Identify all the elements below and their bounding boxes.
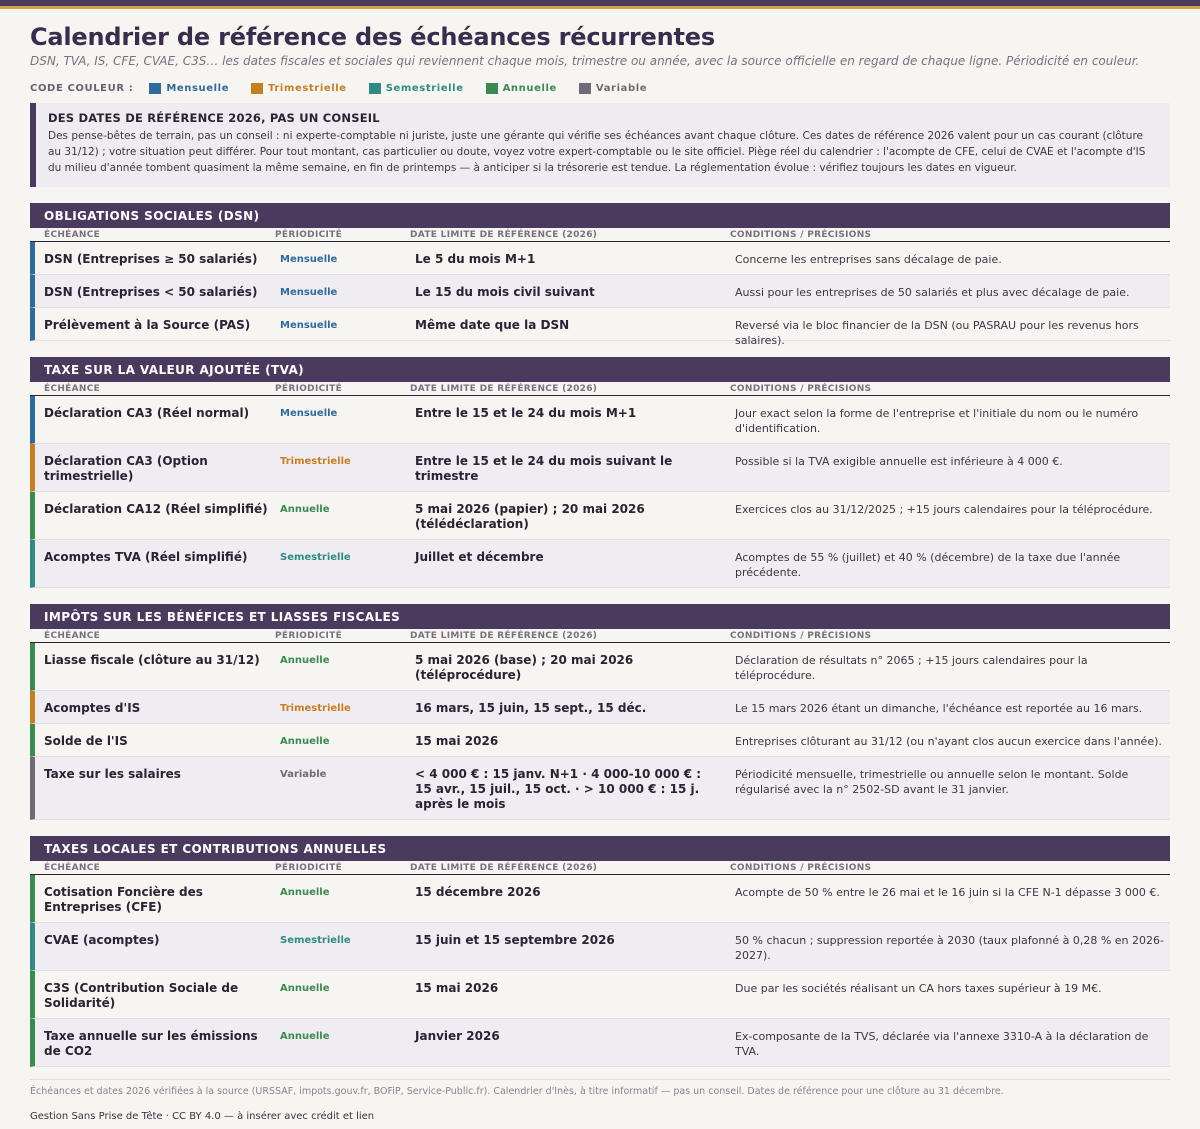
table-row bbox=[30, 275, 1170, 308]
section bbox=[30, 357, 1170, 588]
column-headers bbox=[30, 629, 1170, 643]
deadline-conditions: Acompte de 50 % entre le 26 mai et le 16 juin si la CFE N-1 dépasse 3 000 €. bbox=[735, 886, 1160, 899]
deadline-name: Déclaration CA12 (Réel simplifié) bbox=[44, 502, 268, 516]
deadline-date: Janvier 2026 bbox=[415, 1029, 500, 1043]
periodicity-badge: Semestrielle bbox=[280, 552, 351, 563]
deadline-conditions: Possible si la TVA exigible annuelle est inférieure à 4 000 €. bbox=[735, 455, 1063, 468]
deadline-conditions: Due par les sociétés réalisant un CA hors taxes supérieur à 19 M€. bbox=[735, 982, 1102, 995]
section bbox=[30, 836, 1170, 1067]
col-header-periodicite: PÉRIODICITÉ bbox=[275, 863, 343, 873]
table-row bbox=[30, 1019, 1170, 1067]
deadline-date: Entre le 15 et le 24 du mois suivant le trimestre bbox=[415, 454, 673, 483]
legend-item-mensuelle bbox=[149, 83, 229, 94]
col-header-conditions: CONDITIONS / PRÉCISIONS bbox=[730, 230, 872, 240]
deadline-conditions: Ex-composante de la TVS, déclarée via l'annexe 3310-A à la déclaration de TVA. bbox=[735, 1030, 1149, 1058]
deadline-name: Solde de l'IS bbox=[44, 734, 128, 748]
column-headers bbox=[30, 382, 1170, 396]
periodicity-badge: Semestrielle bbox=[280, 935, 351, 946]
table-row bbox=[30, 444, 1170, 492]
page-subtitle: DSN, TVA, IS, CFE, CVAE, C3S… les dates fiscales et sociales qui reviennent chaque mois, trimestre ou année, avec la source officielle en regard de chaque ligne. Périodicité en couleur. bbox=[30, 54, 1140, 68]
deadline-date: 15 mai 2026 bbox=[415, 981, 499, 995]
periodicity-badge: Annuelle bbox=[280, 736, 330, 747]
deadline-date: 15 juin et 15 septembre 2026 bbox=[415, 933, 615, 947]
section-header: TAXES LOCALES ET CONTRIBUTIONS ANNUELLES bbox=[30, 836, 1170, 861]
col-header-periodicite: PÉRIODICITÉ bbox=[275, 631, 343, 641]
deadline-name: CVAE (acomptes) bbox=[44, 933, 160, 947]
legend-swatch bbox=[149, 83, 161, 94]
legend-swatch bbox=[486, 83, 498, 94]
deadline-conditions: Acomptes de 55 % (juillet) et 40 % (décembre) de la taxe due l'année précédente. bbox=[735, 551, 1121, 579]
deadline-conditions: Jour exact selon la forme de l'entreprise et l'initiale du nom ou le numéro d'identification. bbox=[735, 407, 1139, 435]
deadline-date: Le 5 du mois M+1 bbox=[415, 252, 536, 266]
table-row bbox=[30, 923, 1170, 971]
col-header-date: DATE LIMITE DE RÉFÉRENCE (2026) bbox=[410, 863, 598, 873]
table-row bbox=[30, 540, 1170, 588]
section-header: TAXE SUR LA VALEUR AJOUTÉE (TVA) bbox=[30, 357, 1170, 382]
col-header-periodicite: PÉRIODICITÉ bbox=[275, 230, 343, 240]
deadline-date: 16 mars, 15 juin, 15 sept., 15 déc. bbox=[415, 701, 647, 715]
col-header-date: DATE LIMITE DE RÉFÉRENCE (2026) bbox=[410, 230, 598, 240]
deadline-conditions: Concerne les entreprises sans décalage de paie. bbox=[735, 253, 1002, 266]
deadline-conditions: Reversé via le bloc financier de la DSN (ou PASRAU pour les revenus hors salaires). bbox=[735, 319, 1139, 347]
periodicity-badge: Annuelle bbox=[280, 1031, 330, 1042]
deadline-conditions: 50 % chacun ; suppression reportée à 2030 (taux plafonné à 0,28 % en 2026-2027). bbox=[735, 934, 1164, 962]
top-accent-line bbox=[0, 6, 1200, 9]
legend-label: Semestrielle bbox=[385, 83, 464, 94]
col-header-echeance: ÉCHÉANCE bbox=[44, 631, 101, 641]
deadline-name: Acomptes d'IS bbox=[44, 701, 141, 715]
credit-line: Gestion Sans Prise de Tête · CC BY 4.0 — à insérer avec crédit et lien bbox=[30, 1111, 375, 1122]
deadline-sections bbox=[30, 203, 1170, 1067]
deadline-name: Acomptes TVA (Réel simplifié) bbox=[44, 550, 248, 564]
periodicity-badge: Variable bbox=[280, 769, 327, 780]
color-legend bbox=[30, 83, 1170, 94]
disclaimer-body: Des pense-bêtes de terrain, pas un conseil : ni experte-comptable ni juriste, juste une gérante qui vérifie ses échéances avant chaque clôture. Ces dates de référence 2026 valent pour un cas courant (clôture au 31/12) ; votre situation peut différer. Pour tout montant, cas particulier ou doute, voyez votre expert-comptable ou le site officiel. Piège réel du calendrier : l'acompte de CFE, celui de CVAE et l'acompte d'IS du milieu d'année tombent quasiment la même semaine, en fin de printemps — à anticiper si la trésorerie est tendue. La réglementation évolue : vérifiez toujours les dates en vigueur. bbox=[48, 130, 1146, 174]
table-row bbox=[30, 691, 1170, 724]
deadline-name: C3S (Contribution Sociale de Solidarité) bbox=[44, 981, 239, 1010]
legend-item-semestrielle bbox=[369, 83, 464, 94]
deadline-name: Liasse fiscale (clôture au 31/12) bbox=[44, 653, 260, 667]
section bbox=[30, 203, 1170, 347]
disclaimer-title: DES DATES DE RÉFÉRENCE 2026, PAS UN CONSEIL bbox=[48, 111, 380, 125]
table-row bbox=[30, 757, 1170, 820]
legend-label: Annuelle bbox=[502, 83, 557, 94]
col-header-conditions: CONDITIONS / PRÉCISIONS bbox=[730, 384, 872, 394]
periodicity-badge: Mensuelle bbox=[280, 287, 338, 298]
deadline-date: 15 décembre 2026 bbox=[415, 885, 541, 899]
table-row bbox=[30, 396, 1170, 444]
table-row bbox=[30, 724, 1170, 757]
section-header: OBLIGATIONS SOCIALES (DSN) bbox=[30, 203, 1170, 228]
deadline-name: DSN (Entreprises ≥ 50 salariés) bbox=[44, 252, 258, 266]
table-row bbox=[30, 971, 1170, 1019]
deadline-name: Taxe sur les salaires bbox=[44, 767, 181, 781]
col-header-echeance: ÉCHÉANCE bbox=[44, 230, 101, 240]
periodicity-badge: Mensuelle bbox=[280, 254, 338, 265]
table-row bbox=[30, 308, 1170, 347]
deadline-conditions: Périodicité mensuelle, trimestrielle ou annuelle selon le montant. Solde régularisé avec la n° 2502-SD avant le 31 janvier. bbox=[735, 768, 1129, 796]
deadline-name: Déclaration CA3 (Option trimestrielle) bbox=[44, 454, 208, 483]
column-headers bbox=[30, 228, 1170, 242]
periodicity-badge: Annuelle bbox=[280, 504, 330, 515]
legend-swatch bbox=[579, 83, 591, 94]
column-headers bbox=[30, 861, 1170, 875]
disclaimer-box bbox=[30, 103, 1170, 187]
deadline-conditions: Entreprises clôturant au 31/12 (ou n'ayant clos aucun exercice dans l'année). bbox=[735, 735, 1162, 748]
section bbox=[30, 604, 1170, 820]
deadline-date: Juillet et décembre bbox=[415, 550, 544, 564]
section-header: IMPÔTS SUR LES BÉNÉFICES ET LIASSES FISCALES bbox=[30, 604, 1170, 629]
source-footnote: Échéances et dates 2026 vérifiées à la source (URSSAF, impots.gouv.fr, BOFiP, Service-Public.fr). Calendrier d'Inès, à titre informatif — pas un conseil. Dates de référence pour une clôture au 31 décembre. bbox=[30, 1079, 1170, 1097]
col-header-conditions: CONDITIONS / PRÉCISIONS bbox=[730, 631, 872, 641]
table-row bbox=[30, 875, 1170, 923]
col-header-periodicite: PÉRIODICITÉ bbox=[275, 384, 343, 394]
deadline-name: Prélèvement à la Source (PAS) bbox=[44, 318, 251, 332]
deadline-conditions: Aussi pour les entreprises de 50 salariés et plus avec décalage de paie. bbox=[735, 286, 1130, 299]
legend-item-annuelle bbox=[486, 83, 557, 94]
periodicity-badge: Annuelle bbox=[280, 655, 330, 666]
deadline-date: < 4 000 € : 15 janv. N+1 · 4 000-10 000 € : 15 avr., 15 juil., 15 oct. · > 10 000 € : 15 j. après le mois bbox=[415, 767, 702, 811]
deadline-name: Déclaration CA3 (Réel normal) bbox=[44, 406, 250, 420]
table-row bbox=[30, 492, 1170, 540]
deadline-date: Même date que la DSN bbox=[415, 318, 570, 332]
legend-item-variable bbox=[579, 83, 647, 94]
deadline-conditions: Exercices clos au 31/12/2025 ; +15 jours calendaires pour la téléprocédure. bbox=[735, 503, 1153, 516]
periodicity-badge: Mensuelle bbox=[280, 408, 338, 419]
col-header-conditions: CONDITIONS / PRÉCISIONS bbox=[730, 863, 872, 873]
deadline-date: 15 mai 2026 bbox=[415, 734, 499, 748]
deadline-date: Le 15 du mois civil suivant bbox=[415, 285, 595, 299]
col-header-echeance: ÉCHÉANCE bbox=[44, 863, 101, 873]
table-row bbox=[30, 643, 1170, 691]
legend-item-trimestrielle bbox=[251, 83, 347, 94]
legend-title: CODE COULEUR : bbox=[30, 83, 134, 94]
periodicity-badge: Mensuelle bbox=[280, 320, 338, 331]
deadline-date: Entre le 15 et le 24 du mois M+1 bbox=[415, 406, 637, 420]
page-title: Calendrier de référence des échéances récurrentes bbox=[30, 23, 715, 51]
deadline-name: Cotisation Foncière des Entreprises (CFE) bbox=[44, 885, 203, 914]
deadline-date: 5 mai 2026 (papier) ; 20 mai 2026 (télédéclaration) bbox=[415, 502, 645, 531]
legend-swatch bbox=[251, 83, 263, 94]
col-header-date: DATE LIMITE DE RÉFÉRENCE (2026) bbox=[410, 384, 598, 394]
col-header-date: DATE LIMITE DE RÉFÉRENCE (2026) bbox=[410, 631, 598, 641]
periodicity-badge: Trimestrielle bbox=[280, 703, 351, 714]
deadline-name: Taxe annuelle sur les émissions de CO2 bbox=[44, 1029, 258, 1058]
col-header-echeance: ÉCHÉANCE bbox=[44, 384, 101, 394]
legend-label: Variable bbox=[595, 83, 648, 94]
deadline-conditions: Déclaration de résultats n° 2065 ; +15 jours calendaires pour la téléprocédure. bbox=[735, 654, 1088, 682]
deadline-name: DSN (Entreprises < 50 salariés) bbox=[44, 285, 258, 299]
periodicity-badge: Annuelle bbox=[280, 887, 330, 898]
periodicity-badge: Annuelle bbox=[280, 983, 330, 994]
periodicity-badge: Trimestrielle bbox=[280, 456, 351, 467]
deadline-conditions: Le 15 mars 2026 étant un dimanche, l'échéance est reportée au 16 mars. bbox=[735, 702, 1143, 715]
legend-label: Trimestrielle bbox=[268, 83, 347, 94]
table-row bbox=[30, 242, 1170, 275]
legend-swatch bbox=[369, 83, 381, 94]
deadline-date: 5 mai 2026 (base) ; 20 mai 2026 (téléprocédure) bbox=[415, 653, 634, 682]
legend-label: Mensuelle bbox=[166, 83, 230, 94]
